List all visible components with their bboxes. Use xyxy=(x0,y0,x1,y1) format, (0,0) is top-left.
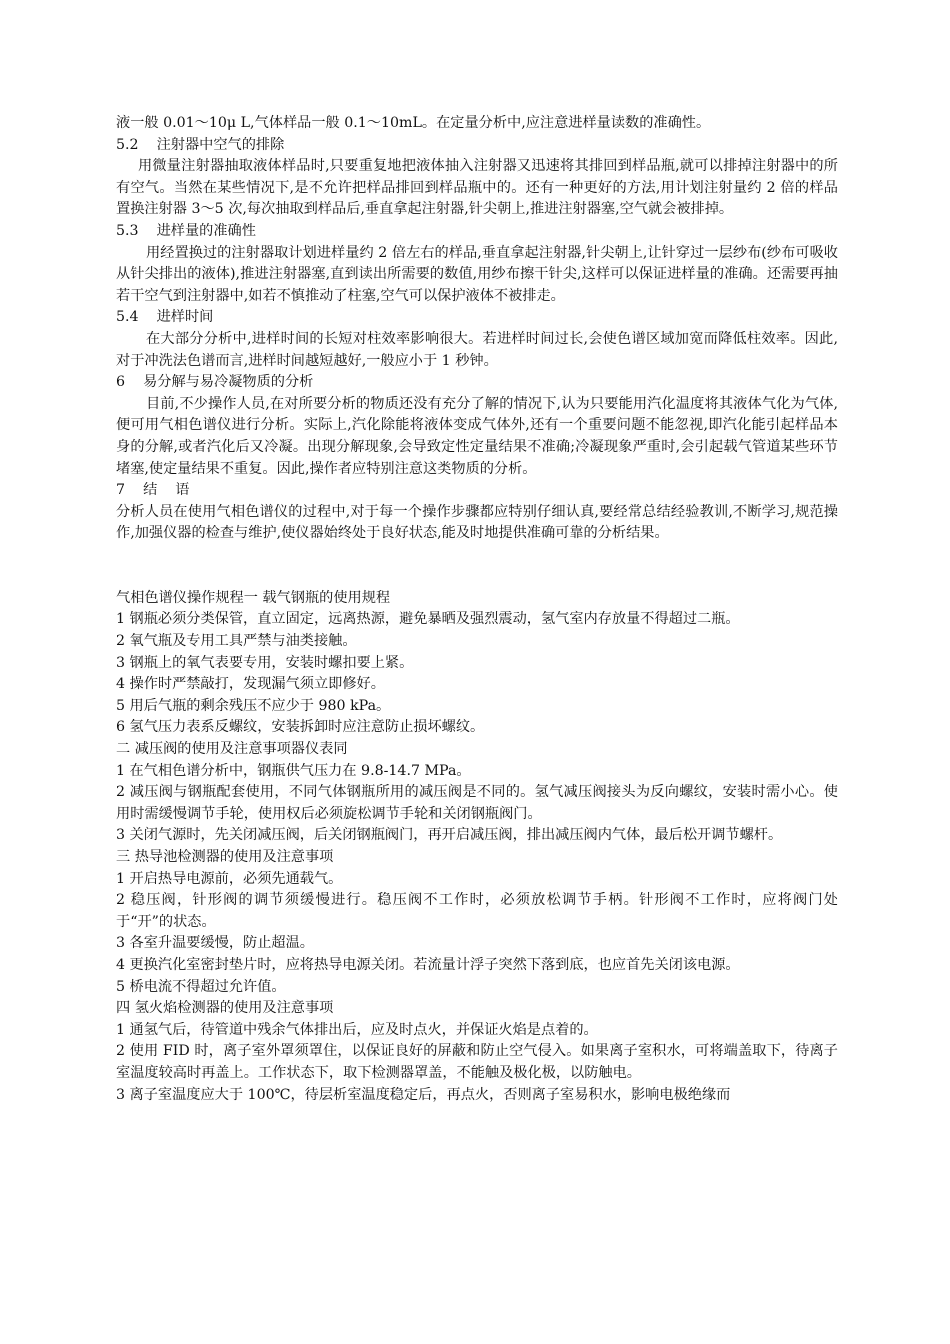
paragraph: 用微量注射器抽取液体样品时,只要重复地把液体抽入注射器又迅速将其排回到样品瓶,就可以排掉注射器中的所有空气。当然在某些情况下,是不允许把样品排回到样品瓶中的。还有一种更好的方法,用计划注射量约 2 倍的样品置换注射器 3～5 次,每次抽取到样品后,垂直拿起注射器,针尖朝上,推进注射器塞,空气就会被排掉。 xyxy=(116,158,838,218)
list-item: 3 离子室温度应大于 100℃，待层析室温度稳定后，再点火，否则离子室易积水，影响电极绝缘而 xyxy=(116,1086,731,1103)
list-item: 5 用后气瓶的剩余残压不应少于 980 kPa。 xyxy=(116,697,391,714)
list-item: 4 更换汽化室密封垫片时，应将热导电源关闭。若流量计浮子突然下落到底，也应首先关闭该电源。 xyxy=(116,956,740,973)
document-page xyxy=(116,113,838,1106)
paragraph: 用经置换过的注射器取计划进样量约 2 倍左右的样品,垂直拿起注射器,针尖朝上,让针穿过一层纱布(纱布可吸收从针尖排出的液体),推进注射器塞,直到读出所需要的数值,用纱布擦干针尖,这样可以保证进样量的准确。还需要再抽若干空气到注射器中,如若不慎推动了柱塞,空气可以保护液体不被排走。 xyxy=(116,244,838,304)
list-item: 1 通氢气后，待管道中残余气体排出后，应及时点火，并保证火焰是点着的。 xyxy=(116,1021,598,1038)
paragraph: 目前,不少操作人员,在对所要分析的物质还没有充分了解的情况下,认为只要能用汽化温度将其液体气化为气体,便可用气相色谱仪进行分析。实际上,汽化除能将液体变成气体外,还有一个重要问题不能忽视,即汽化能引起样品本身的分解,或者汽化后又冷凝。出现分解现象,会导致定性定量结果不准确;冷凝现象严重时,会引起载气管道某些环节堵塞,使定量结果不重复。因此,操作者应特别注意这类物质的分析。 xyxy=(116,395,838,477)
list-item: 6 氢气压力表系反螺纹，安装拆卸时应注意防止损坏螺纹。 xyxy=(116,719,485,736)
section-heading: 三 热导池检测器的使用及注意事项 xyxy=(116,849,334,865)
paragraph: 分析人员在使用气相色谱仪的过程中,对于每一个操作步骤都应特别仔细认真,要经常总结经验教训,不断学习,规范操作,加强仪器的检查与维护,使仪器始终处于良好状态,能及时地提供准确可靠的分析结果。 xyxy=(116,503,838,542)
list-item: 2 减压阀与钢瓶配套使用，不同气体钢瓶所用的减压阀是不同的。氢气减压阀接头为反向螺纹，安装时需小心。使用时需缓慢调节手轮，使用权后必须旋松调节手轮和关闭钢瓶阀门。 xyxy=(116,784,838,822)
list-item: 2 稳压阀，针形阀的调节须缓慢进行。稳压阀不工作时，必须放松调节手柄。针形阀不工作时，应将阀门处于“开”的状态。 xyxy=(116,892,838,930)
list-item: 2 使用 FID 时，离子室外罩须罩住，以保证良好的屏蔽和防止空气侵入。如果离子室积水，可将端盖取下，待离子室温度较高时再盖上。工作状态下，取下检测器罩盖，不能触及极化极，以防触电。 xyxy=(116,1043,838,1081)
heading-5-3: 5.3 进样量的准确性 xyxy=(116,222,256,239)
list-item: 2 氧气瓶及专用工具严禁与油类接触。 xyxy=(116,633,357,650)
paragraph: 在大部分分析中,进样时间的长短对柱效率影响很大。若进样时间过长,会使色谱区域加宽而降低柱效率。因此,对于冲洗法色谱而言,进样时间越短越好,一般应小于 1 秒钟。 xyxy=(116,330,838,369)
heading-7: 7 结 语 xyxy=(116,482,190,499)
list-item: 1 钢瓶必须分类保管，直立固定，远离热源，避免暴晒及强烈震动，氢气室内存放量不得超过二瓶。 xyxy=(116,611,740,628)
list-item: 1 开启热导电源前，必须先通载气。 xyxy=(116,870,343,887)
heading-5-2: 5.2 注射器中空气的排除 xyxy=(116,136,285,153)
heading-5-4: 5.4 进样时间 xyxy=(116,309,214,326)
list-item: 3 各室升温要缓慢，防止超温。 xyxy=(116,935,314,952)
list-item: 4 操作时严禁敲打，发现漏气须立即修好。 xyxy=(116,676,385,693)
list-item: 1 在气相色谱分析中，钢瓶供气压力在 9.8-14.7 MPa。 xyxy=(116,762,471,779)
list-item: 3 钢瓶上的氧气表要专用，安装时螺扣要上紧。 xyxy=(116,654,414,671)
procedure-title: 气相色谱仪操作规程一 载气钢瓶的使用规程 xyxy=(116,589,391,606)
section-5-continued xyxy=(116,113,838,545)
list-item: 5 桥电流不得超过允许值。 xyxy=(116,978,286,995)
list-item: 3 关闭气源时，先关闭减压阀，后关闭钢瓶阀门，再开启减压阀，排出减压阀内气体，最后松开调节螺杆。 xyxy=(116,827,783,844)
operating-procedures xyxy=(116,588,838,1106)
section-gap xyxy=(116,545,838,588)
heading-6: 6 易分解与易冷凝物质的分析 xyxy=(116,374,314,391)
section-heading: 四 氢火焰检测器的使用及注意事项 xyxy=(116,1000,334,1017)
section-heading: 二 减压阀的使用及注意事项器仪表同 xyxy=(116,741,348,758)
paragraph: 液一般 0.01～10μ L,气体样品一般 0.1～10mL。在定量分析中,应注意进样量读数的准确性。 xyxy=(116,115,711,131)
